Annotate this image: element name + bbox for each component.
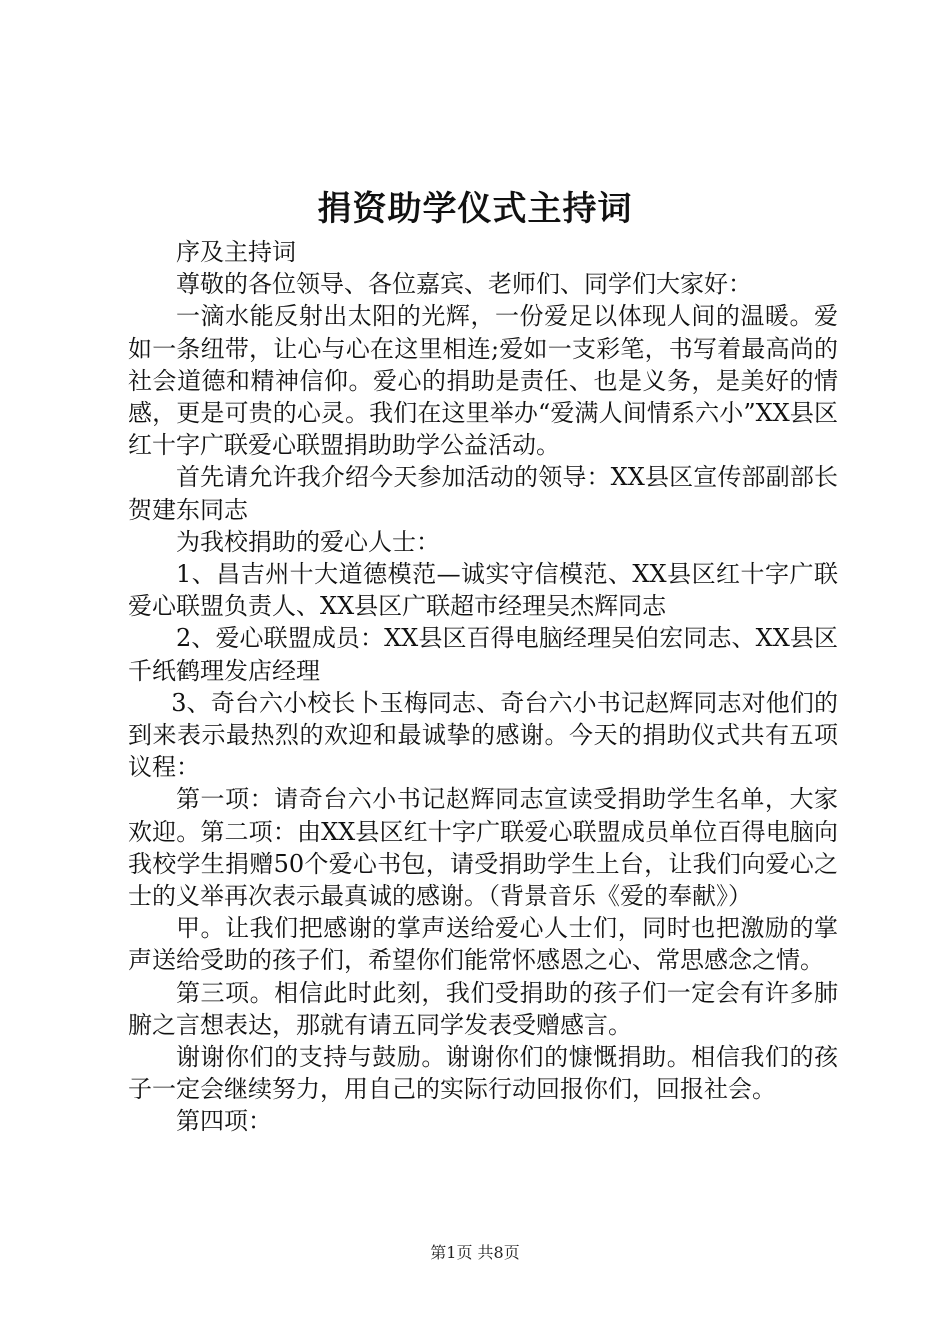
paragraph-agenda-4: 第四项： <box>176 1107 272 1136</box>
paragraph-donors-heading: 为我校捐助的爱心人士： <box>176 527 440 556</box>
paragraph-donor-1: 1、昌吉州十大道德模范—诚实守信模范、XX县区红十字广联爱心联盟负责人、XX县区广联超市经理吴杰辉同志 <box>128 560 838 621</box>
paragraph-thanks: 谢谢你们的支持与鼓励。谢谢你们的慷慨捐助。相信我们的孩子一定会继续努力，用自己的实际行动回报你们，回报社会。 <box>128 1043 838 1104</box>
paragraph-donor-2: 2、爱心联盟成员：XX县区百得电脑经理吴伯宏同志、XX县区千纸鹤理发店经理 <box>128 624 838 685</box>
paragraph-agenda-3: 第三项。相信此时此刻，我们受捐助的孩子们一定会有许多肺腑之言想表达，那就有请五同学发表受赠感言。 <box>128 978 838 1039</box>
paragraph-donor-3: 3、奇台六小校长卜玉梅同志、奇台六小书记赵辉同志对他们的到来表示最热烈的欢迎和最诚挚的感谢。今天的捐助仪式共有五项议程： <box>128 688 838 782</box>
paragraph-agenda-1-2: 第一项：请奇台六小书记赵辉同志宣读受捐助学生名单，大家欢迎。第二项：由XX县区红十字广联爱心联盟成员单位百得电脑向我校学生捐赠50个爱心书包，请受捐助学生上台，让我们向爱心之士的义举再次表示最真诚的感谢。（背景音乐《爱的奉献》） <box>128 785 838 911</box>
paragraph-intro: 序及主持词 <box>176 238 296 266</box>
page-footer: 第1页 共8页 <box>430 1243 520 1262</box>
document-title: 捐资助学仪式主持词 <box>317 189 633 229</box>
paragraph-greeting: 尊敬的各位领导、各位嘉宾、老师们、同学们大家好： <box>176 270 752 299</box>
document-body <box>128 236 838 1138</box>
paragraph-applause: 甲。让我们把感谢的掌声送给爱心人士们，同时也把激励的掌声送给受助的孩子们，希望你们能常怀感恩之心、常思感念之情。 <box>128 914 838 975</box>
paragraph-opening: 一滴水能反射出太阳的光辉，一份爱足以体现人间的温暖。爱如一条纽带，让心与心在这里相连;爱如一支彩笔，书写着最高尚的社会道德和精神信仰。爱心的捐助是责任、也是义务，是美好的情感，更是可贵的心灵。我们在这里举办“爱满人间情系六小”XX县区红十字广联爱心联盟捐助助学公益活动。 <box>128 302 838 460</box>
paragraph-leader-intro: 首先请允许我介绍今天参加活动的领导：XX县区宣传部副部长贺建东同志 <box>128 463 838 524</box>
